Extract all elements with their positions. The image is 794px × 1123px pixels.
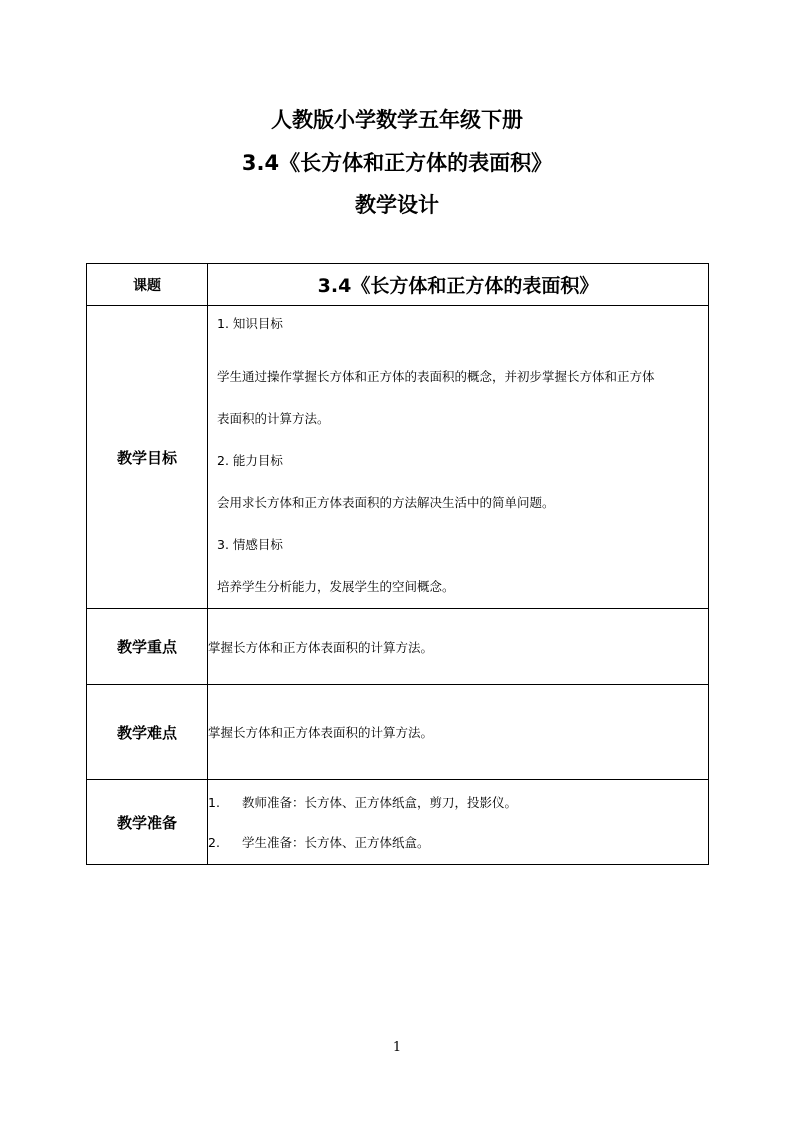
table-row-key-points [87, 609, 709, 685]
key-points-value: 掌握长方体和正方体表面积的计算方法。 [208, 609, 709, 685]
list-item [208, 822, 708, 862]
difficulties-label: 教学难点 [87, 685, 208, 780]
document-title-line2: 3.4《长方体和正方体的表面积》 [241, 151, 553, 175]
list-item-number: 1. [208, 794, 220, 810]
objective-line: 学生通过操作掌握长方体和正方体的表面积的概念，并初步掌握长方体和正方体 [217, 369, 655, 384]
topic-label: 课题 [87, 264, 208, 306]
list-item-number: 2. [208, 834, 220, 850]
document-title-line1: 人教版小学数学五年级下册 [271, 108, 523, 132]
table-row-preparation [87, 780, 709, 865]
table-row-difficulties [87, 685, 709, 780]
key-points-label: 教学重点 [87, 609, 208, 685]
objective-heading-knowledge: 1. 知识目标 [217, 316, 283, 331]
preparation-label: 教学准备 [87, 780, 208, 865]
objectives-label: 教学目标 [87, 306, 208, 609]
objectives-cell [208, 306, 709, 609]
objective-heading-ability: 2. 能力目标 [217, 453, 283, 468]
page-number: 1 [392, 1040, 402, 1055]
preparation-cell [208, 780, 709, 865]
list-item [208, 782, 708, 822]
difficulties-value: 掌握长方体和正方体表面积的计算方法。 [208, 685, 709, 780]
objective-line: 表面积的计算方法。 [217, 411, 330, 426]
table-row-topic [87, 264, 709, 306]
list-item-text: 教师准备：长方体、正方体纸盒，剪刀，投影仪。 [242, 795, 518, 810]
topic-value: 3.4《长方体和正方体的表面积》 [208, 264, 709, 306]
objective-line: 培养学生分析能力，发展学生的空间概念。 [217, 579, 455, 594]
objective-line: 会用求长方体和正方体表面积的方法解决生活中的简单问题。 [217, 495, 555, 510]
table-row-objectives [87, 306, 709, 609]
list-item-text: 学生准备：长方体、正方体纸盒。 [242, 835, 430, 850]
document-title-line3: 教学设计 [355, 193, 439, 217]
objective-heading-emotion: 3. 情感目标 [217, 537, 283, 552]
lesson-plan-table [86, 263, 709, 865]
